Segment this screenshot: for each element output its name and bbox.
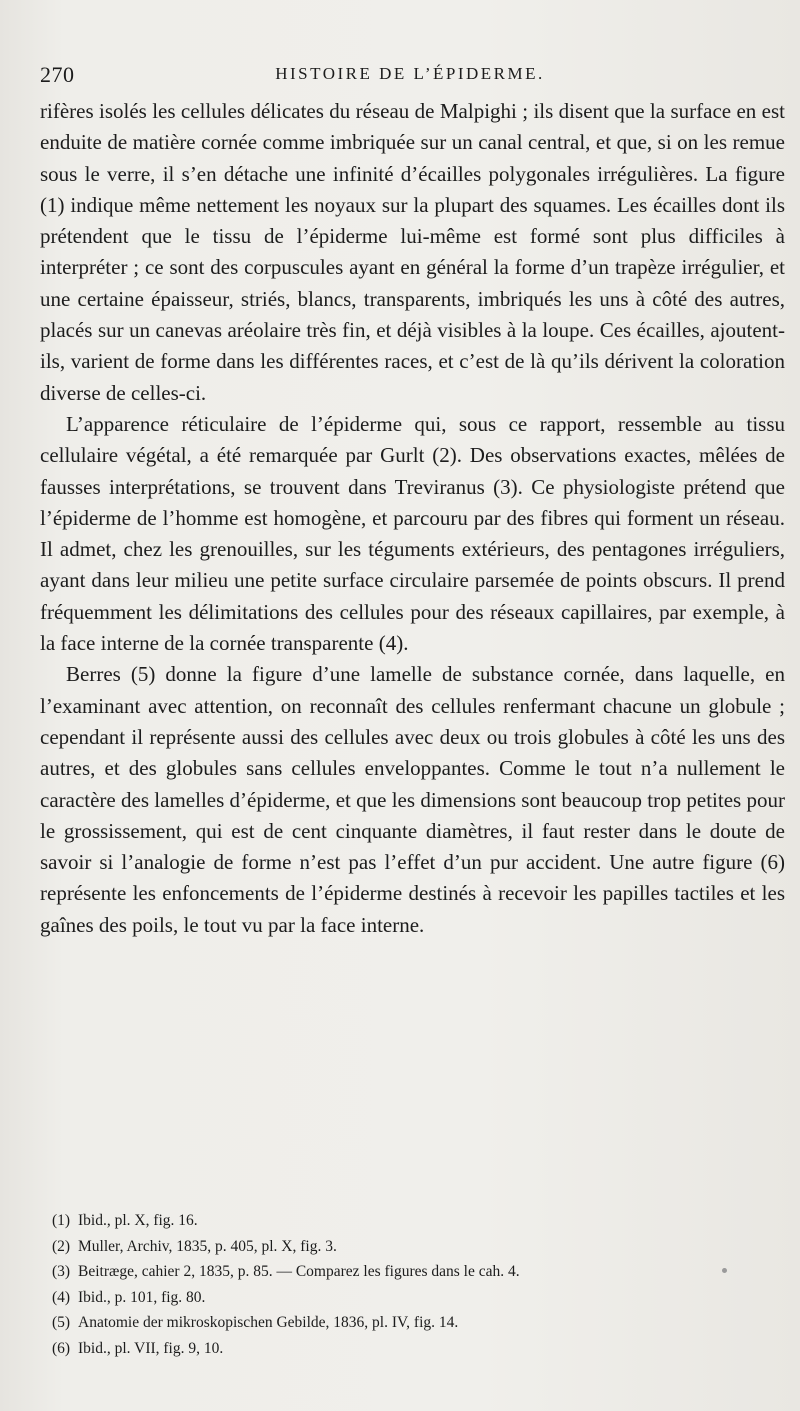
footnote-number: (1) <box>52 1212 71 1229</box>
footnote <box>52 1208 787 1234</box>
footnote-number: (4) <box>52 1288 71 1306</box>
footnote <box>52 1336 787 1362</box>
paragraph-3: Berres (5) donne la figure d’une lamelle de substance cornée, dans laquelle, en l’examinant avec attention, on reconnaît des cellules renfermant chacune un globule ; cependant il représente aussi des cellules avec deux ou trois globules à côté les uns des autres, et des globules sans cellules enveloppantes. Comme le tout n’a nullement le caractère des lamelles d’épiderme, et que les dimensions sont beaucoup trop petites pour le grossissement, qui est de cent cinquante diamètres, il faut rester dans le doute de savoir si l’analogie de forme n’est pas l’effet d’un pur accident. Une autre figure (6) représente les enfoncements de l’épiderme destinés à recevoir les papilles tactiles et les gaînes des poils, le tout vu par la face interne. <box>40 662 785 937</box>
footnote-number: (2) <box>52 1237 71 1255</box>
ink-speck <box>722 1268 727 1273</box>
body-text <box>40 96 785 941</box>
footnote-text: Ibid., pl. VII, fig. 9, 10. <box>78 1339 224 1357</box>
footnote-text: Ibid., p. 101, fig. 80. <box>78 1288 206 1306</box>
footnote-number: (3) <box>52 1263 71 1280</box>
footnote <box>52 1285 787 1311</box>
footnote-text: Beitræge, cahier 2, 1835, p. 85. — Comparez les figures dans le cah. 4. <box>78 1263 520 1280</box>
running-head: HISTOIRE DE L’ÉPIDERME. <box>275 64 545 83</box>
page-header <box>40 62 780 92</box>
footnote <box>52 1259 787 1285</box>
paragraph-1: rifères isolés les cellules délicates du réseau de Malpighi ; ils disent que la surface en est enduite de matière cornée comme imbriquée sur un canal central, et que, si on les remue sous le verre, il s’en détache une infinité d’écailles polygonales irrégulières. La figure (1) indique même nettement les noyaux sur la plupart des squames. Les écailles dont ils prétendent que le tissu de l’épiderme lui-même est formé sont plus difficiles à interpréter ; ce sont des corpuscules ayant en général la forme d’un trapèze irrégulier, et une certaine épaisseur, striés, blancs, transparents, imbriqués les uns à côté des autres, placés sur un canevas aréolaire très fin, et déjà visibles à la loupe. Ces écailles, ajoutent-ils, varient de forme dans les différentes races, et c’est de là qu’ils dérivent la coloration diverse de celles-ci. <box>40 99 785 405</box>
footnote-number: (6) <box>52 1339 71 1357</box>
footnote <box>52 1234 787 1260</box>
footnote-text: Ibid., pl. X, fig. 16. <box>78 1212 198 1229</box>
paragraph-2: L’apparence réticulaire de l’épiderme qui, sous ce rapport, ressemble au tissu cellulaire végétal, a été remarquée par Gurlt (2). Des observations exactes, mêlées de fausses interprétations, se trouvent dans Treviranus (3). Ce physiologiste prétend que l’épiderme de l’homme est homogène, et parcouru par des fibres qui forment un réseau. Il admet, chez les grenouilles, sur les téguments extérieurs, des pentagones irréguliers, ayant dans leur milieu une petite surface circulaire parsemée de points obscurs. Il prend fréquemment les délimitations des cellules pour des réseaux capillaires, par exemple, à la face interne de la cornée transparente (4). <box>40 411 785 656</box>
footnote-text: Anatomie der mikroskopischen Gebilde, 1836, pl. IV, fig. 14. <box>78 1314 459 1331</box>
footnote <box>52 1310 787 1336</box>
footnotes <box>52 1208 787 1361</box>
page-number: 270 <box>40 62 75 87</box>
footnote-text: Muller, Archiv, 1835, p. 405, pl. X, fig. 3. <box>78 1237 337 1255</box>
footnote-number: (5) <box>52 1314 71 1331</box>
